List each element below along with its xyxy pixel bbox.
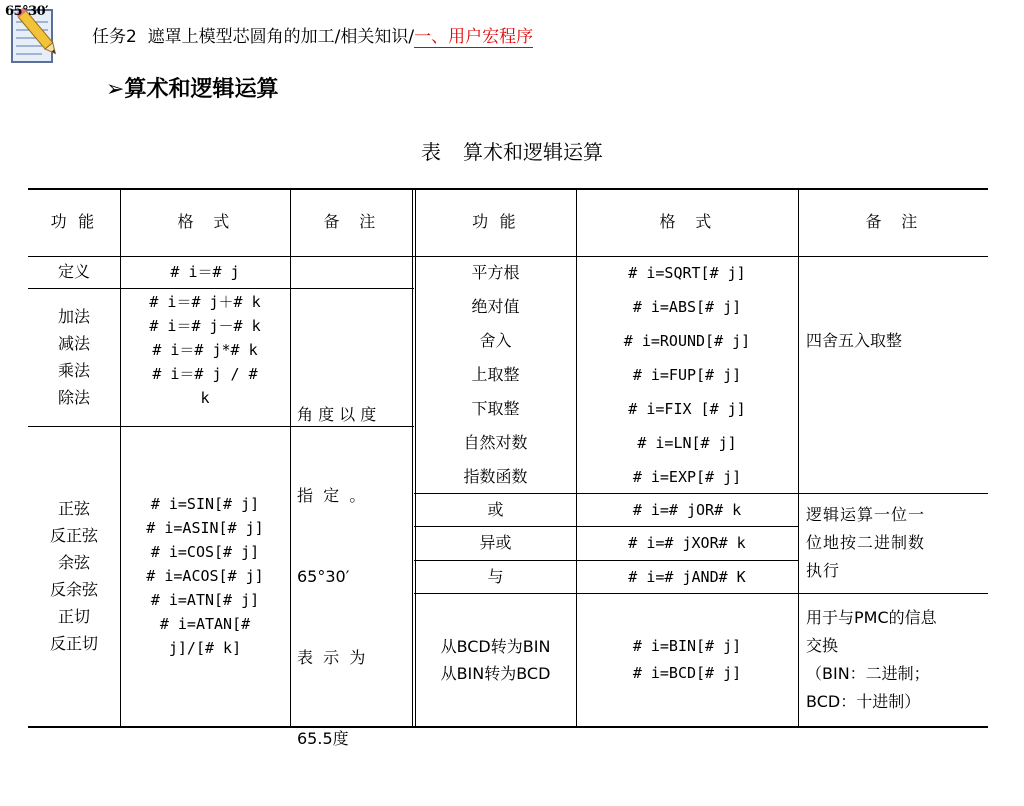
header-format-1: 格 式 — [177, 212, 233, 231]
trig-funcs — [28, 426, 120, 726]
arith-func: 除法 — [57, 388, 90, 407]
logic-func: 或 — [487, 499, 504, 519]
arith-func: 加法 — [57, 307, 90, 326]
logic-func: 异或 — [479, 533, 512, 552]
trig-func: 反余弦 — [49, 580, 98, 599]
math-formats — [576, 256, 798, 493]
trig-format: # i=COS[# j] — [150, 543, 260, 561]
arith-format: # i＝# j＋# k — [149, 293, 261, 311]
bcd-func: 从BCD转为BIN — [440, 636, 551, 656]
breadcrumb-current: 一、用户宏程序 — [414, 27, 534, 47]
logic-note-line: 逻辑运算一位一 — [806, 505, 926, 524]
logic-note-line: 执行 — [806, 561, 841, 580]
breadcrumb-prefix: 任务2 遮罩上模型芯圆角的加工/相关知识/ — [92, 27, 415, 47]
col-rule-3a — [412, 188, 413, 726]
trig-format: # i=ACOS[# j] — [146, 567, 264, 585]
section-title-text: 算术和逻辑运算 — [124, 77, 279, 102]
arith-format: # i＝# j－# k — [149, 317, 261, 335]
math-format: # i=LN[# j] — [637, 433, 737, 452]
bcd-format: # i=BIN[# j] — [632, 636, 742, 655]
math-funcs — [415, 256, 576, 493]
logic-format: # i=# jAND# K — [628, 567, 746, 586]
define-note — [290, 256, 412, 288]
trig-format: # i=ASIN[# j] — [146, 519, 264, 537]
bcd-formats — [576, 593, 798, 726]
math-format: # i=ABS[# j] — [632, 297, 742, 316]
bcd-note-line: 交换 — [806, 635, 839, 655]
math-func: 绝对值 — [471, 296, 520, 316]
trig-func: 余弦 — [57, 553, 90, 572]
trig-note-line: 65.5度 — [297, 728, 349, 748]
bcd-func: 从BIN转为BCD — [440, 663, 551, 683]
define-func: 定义 — [57, 262, 90, 281]
math-format: # i=ROUND[# j] — [623, 331, 751, 350]
table-bottom-rule — [28, 726, 988, 728]
bcd-format: # i=BCD[# j] — [632, 663, 742, 682]
logic-func: 与 — [487, 566, 504, 586]
math-func: 自然对数 — [463, 432, 528, 452]
trig-formats — [120, 426, 290, 726]
operations-table — [28, 188, 988, 748]
bcd-note — [798, 593, 988, 726]
trig-note — [290, 404, 412, 748]
math-note: 四舍五入取整 — [806, 331, 903, 350]
math-func: 指数函数 — [463, 466, 528, 486]
trig-note-line: 角 度 以 度 — [297, 404, 377, 424]
trig-format: # i=SIN[# j] — [150, 495, 260, 513]
arith-func: 减法 — [57, 334, 90, 353]
bcd-note-line: BCD：十进制） — [806, 691, 921, 711]
trig-func: 反正切 — [49, 634, 98, 653]
math-func: 舍入 — [479, 330, 512, 350]
header-func-1: 功 能 — [50, 212, 98, 231]
math-format: # i=FUP[# j] — [632, 365, 742, 384]
trig-note-line: 指 定 。 — [297, 485, 366, 505]
math-format: # i=SQRT[# j] — [628, 263, 746, 282]
math-format: # i=EXP[# j] — [632, 467, 742, 486]
trig-format: # i=ATAN[# — [159, 615, 251, 633]
caption-title: 算术和逻辑运算 — [463, 140, 603, 164]
notepad-pencil-icon — [2, 0, 68, 70]
trig-func: 反正弦 — [49, 526, 98, 545]
arith-formats — [120, 288, 290, 426]
trig-note-line: 65°30′ — [297, 566, 350, 586]
define-format: # i＝# j — [170, 263, 240, 281]
math-func: 上取整 — [471, 364, 520, 384]
bcd-funcs — [415, 593, 576, 726]
trig-func: 正切 — [57, 607, 90, 626]
bcd-note-line: （BIN：二进制； — [806, 663, 930, 683]
bcd-note-line: 用于与PMC的信息 — [806, 607, 937, 627]
header-note-1: 备 注 — [323, 212, 379, 231]
logic-format: # i=# jOR# k — [632, 500, 742, 519]
logic-note-line: 位地按二进制数 — [806, 533, 926, 552]
header-format-2: 格 式 — [659, 212, 715, 231]
trig-func: 正弦 — [57, 499, 90, 518]
arith-format: # i＝# j*# k — [152, 341, 258, 359]
logic-format: # i=# jXOR# k — [628, 534, 746, 552]
math-func: 平方根 — [471, 262, 520, 282]
arith-func: 乘法 — [57, 361, 90, 380]
header-func-2: 功 能 — [472, 212, 519, 231]
arrow-bullet-icon: ➢ — [106, 77, 125, 102]
logo-text: 65°30′ — [5, 4, 49, 19]
trig-format: # i=ATN[# j] — [150, 591, 260, 609]
trig-format: j]/[# k] — [168, 639, 242, 657]
section-title — [106, 72, 278, 103]
caption-prefix: 表 — [421, 140, 441, 164]
table-caption — [0, 136, 1024, 165]
arith-format: k — [200, 389, 210, 407]
math-func: 下取整 — [471, 398, 520, 418]
math-format: # i=FIX [# j] — [628, 399, 746, 418]
breadcrumb — [92, 22, 533, 47]
arith-funcs — [28, 288, 120, 426]
arith-format: # i＝# j / # — [152, 365, 258, 383]
header-note-2: 备 注 — [865, 212, 921, 231]
trig-note-line: 表 示 为 — [297, 647, 366, 667]
logic-note — [798, 493, 988, 593]
